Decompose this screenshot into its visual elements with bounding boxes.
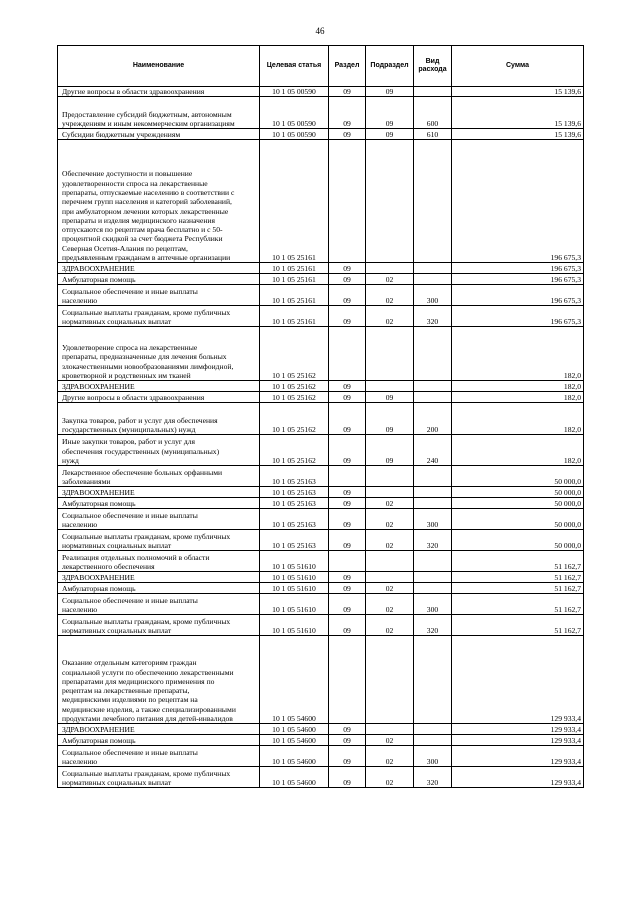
row-subsection: 09 <box>366 435 414 466</box>
header-amount: Сумма <box>452 46 584 87</box>
table-row <box>58 274 584 285</box>
row-expense-type: 300 <box>414 594 452 615</box>
row-section: 09 <box>329 509 366 530</box>
row-expense-type: 240 <box>414 435 452 466</box>
table-row <box>58 435 584 466</box>
row-name: Закупка товаров, работ и услуг для обеспечения государственных (муниципальных) нужд <box>58 403 260 435</box>
row-expense-type: 200 <box>414 403 452 435</box>
row-target-article: 10 1 05 25163 <box>260 487 329 498</box>
row-amount: 50 000,0 <box>452 530 584 551</box>
row-name: Удовлетворение спроса на лекарственные препараты, предназначенные для лечения больных злокачественными новообразованиями лимфоидной, кроветворной и родственных им тканей <box>58 327 260 381</box>
row-section: 09 <box>329 767 366 788</box>
row-target-article: 10 1 05 25162 <box>260 392 329 403</box>
row-section: 09 <box>329 724 366 735</box>
row-target-article: 10 1 05 25163 <box>260 498 329 509</box>
header-name: Наименование <box>58 46 260 87</box>
row-amount: 15 139,6 <box>452 97 584 129</box>
row-subsection: 02 <box>366 583 414 594</box>
row-name: Другие вопросы в области здравоохранения <box>58 392 260 403</box>
row-subsection: 09 <box>366 129 414 140</box>
row-expense-type: 320 <box>414 530 452 551</box>
row-section: 09 <box>329 735 366 746</box>
row-amount: 182,0 <box>452 403 584 435</box>
row-subsection <box>366 327 414 381</box>
row-target-article: 10 1 05 25162 <box>260 435 329 466</box>
row-amount: 129 933,4 <box>452 724 584 735</box>
page-number: 46 <box>315 26 325 36</box>
table-row <box>58 615 584 636</box>
row-target-article: 10 1 05 54600 <box>260 746 329 767</box>
table-row <box>58 583 584 594</box>
row-section: 09 <box>329 530 366 551</box>
row-name: Предоставление субсидий бюджетным, автономным учреждениям и иным некоммерческим организациям <box>58 97 260 129</box>
row-section: 09 <box>329 572 366 583</box>
row-amount: 129 933,4 <box>452 735 584 746</box>
table-row <box>58 636 584 724</box>
table-row <box>58 551 584 572</box>
row-expense-type <box>414 274 452 285</box>
row-subsection <box>366 724 414 735</box>
table-row <box>58 263 584 274</box>
row-amount: 51 162,7 <box>452 572 584 583</box>
row-name: Социальные выплаты гражданам, кроме публичных нормативных социальных выплат <box>58 530 260 551</box>
row-name: Социальное обеспечение и иные выплаты населению <box>58 746 260 767</box>
table-row <box>58 327 584 381</box>
row-section: 09 <box>329 129 366 140</box>
row-section: 09 <box>329 381 366 392</box>
table-body <box>58 87 584 788</box>
row-amount: 129 933,4 <box>452 767 584 788</box>
row-target-article: 10 1 05 51610 <box>260 551 329 572</box>
row-name: Социальное обеспечение и иные выплаты населению <box>58 594 260 615</box>
row-section: 09 <box>329 285 366 306</box>
row-section: 09 <box>329 435 366 466</box>
table-row <box>58 140 584 263</box>
row-expense-type <box>414 583 452 594</box>
row-subsection <box>366 551 414 572</box>
row-amount: 182,0 <box>452 435 584 466</box>
row-name: ЗДРАВООХРАНЕНИЕ <box>58 572 260 583</box>
row-target-article: 10 1 05 25161 <box>260 274 329 285</box>
row-name: Обеспечение доступности и повышение удовлетворенности спроса на лекарственные препараты, отпускаемые населению в соответствии с перечнем групп населения и категорий заболеваний, при амбулаторном лечении которых лекарственные препараты и изделия медицинского назначения отпускаются по рецептам врача бесплатно и с 50- процентной скидкой за счет бюджета Республики Северная Осетия-Алания по рецептам, предъявленным гражданам в аптечные организации <box>58 140 260 263</box>
row-subsection: 09 <box>366 392 414 403</box>
header-target-article: Целевая статья <box>260 46 329 87</box>
header-subsection: Подраздел <box>366 46 414 87</box>
row-target-article: 10 1 05 25163 <box>260 530 329 551</box>
row-name: Другие вопросы в области здравоохранения <box>58 87 260 97</box>
row-amount: 129 933,4 <box>452 746 584 767</box>
row-expense-type <box>414 551 452 572</box>
table-row <box>58 594 584 615</box>
row-section: 09 <box>329 87 366 97</box>
row-expense-type <box>414 381 452 392</box>
row-target-article: 10 1 05 54600 <box>260 636 329 724</box>
row-subsection: 09 <box>366 97 414 129</box>
row-name: Амбулаторная помощь <box>58 735 260 746</box>
row-target-article: 10 1 05 54600 <box>260 724 329 735</box>
table-row <box>58 129 584 140</box>
row-amount: 196 675,3 <box>452 140 584 263</box>
row-expense-type <box>414 735 452 746</box>
row-amount: 51 162,7 <box>452 551 584 572</box>
row-subsection: 02 <box>366 498 414 509</box>
row-target-article: 10 1 05 51610 <box>260 615 329 636</box>
row-amount: 51 162,7 <box>452 615 584 636</box>
row-name: Амбулаторная помощь <box>58 498 260 509</box>
row-section <box>329 327 366 381</box>
row-amount: 15 139,6 <box>452 129 584 140</box>
row-section <box>329 636 366 724</box>
table-row <box>58 285 584 306</box>
row-name: ЗДРАВООХРАНЕНИЕ <box>58 724 260 735</box>
row-subsection: 02 <box>366 509 414 530</box>
header-section: Раздел <box>329 46 366 87</box>
row-section <box>329 140 366 263</box>
row-subsection <box>366 487 414 498</box>
row-expense-type: 610 <box>414 129 452 140</box>
table-row <box>58 530 584 551</box>
row-name: Амбулаторная помощь <box>58 274 260 285</box>
row-expense-type: 300 <box>414 509 452 530</box>
row-subsection: 02 <box>366 306 414 327</box>
row-expense-type <box>414 140 452 263</box>
row-amount: 50 000,0 <box>452 466 584 487</box>
row-section: 09 <box>329 594 366 615</box>
table-row <box>58 487 584 498</box>
table-row <box>58 735 584 746</box>
row-name: Социальные выплаты гражданам, кроме публичных нормативных социальных выплат <box>58 615 260 636</box>
row-expense-type <box>414 466 452 487</box>
row-expense-type <box>414 636 452 724</box>
row-section <box>329 466 366 487</box>
row-expense-type: 320 <box>414 615 452 636</box>
row-target-article: 10 1 05 25161 <box>260 285 329 306</box>
row-amount: 196 675,3 <box>452 274 584 285</box>
row-subsection: 02 <box>366 746 414 767</box>
table-header-row <box>58 46 584 87</box>
row-amount: 182,0 <box>452 327 584 381</box>
row-section: 09 <box>329 97 366 129</box>
row-amount: 50 000,0 <box>452 487 584 498</box>
row-name: ЗДРАВООХРАНЕНИЕ <box>58 381 260 392</box>
row-target-article: 10 1 05 25161 <box>260 306 329 327</box>
row-name: Социальные выплаты гражданам, кроме публичных нормативных социальных выплат <box>58 306 260 327</box>
table-row <box>58 724 584 735</box>
row-expense-type <box>414 724 452 735</box>
row-target-article: 10 1 05 51610 <box>260 583 329 594</box>
row-expense-type <box>414 263 452 274</box>
row-subsection: 02 <box>366 285 414 306</box>
row-expense-type <box>414 327 452 381</box>
table-row <box>58 767 584 788</box>
table-row <box>58 97 584 129</box>
row-expense-type: 600 <box>414 97 452 129</box>
row-subsection <box>366 466 414 487</box>
row-target-article: 10 1 05 00590 <box>260 87 329 97</box>
row-expense-type <box>414 392 452 403</box>
row-name: Иные закупки товаров, работ и услуг для обеспечения государственных (муниципальных) нужд <box>58 435 260 466</box>
row-subsection <box>366 572 414 583</box>
row-amount: 51 162,7 <box>452 594 584 615</box>
row-target-article: 10 1 05 25161 <box>260 263 329 274</box>
row-name: ЗДРАВООХРАНЕНИЕ <box>58 263 260 274</box>
header-expense-type: Вид расхода <box>414 46 452 87</box>
row-subsection <box>366 381 414 392</box>
row-target-article: 10 1 05 25163 <box>260 509 329 530</box>
row-target-article: 10 1 05 54600 <box>260 767 329 788</box>
row-target-article: 10 1 05 51610 <box>260 594 329 615</box>
row-subsection: 02 <box>366 735 414 746</box>
budget-table <box>57 45 584 788</box>
row-target-article: 10 1 05 25162 <box>260 403 329 435</box>
row-amount: 196 675,3 <box>452 306 584 327</box>
row-expense-type <box>414 572 452 583</box>
row-expense-type: 300 <box>414 746 452 767</box>
row-section: 09 <box>329 392 366 403</box>
row-target-article: 10 1 05 25161 <box>260 140 329 263</box>
row-target-article: 10 1 05 51610 <box>260 572 329 583</box>
row-subsection <box>366 140 414 263</box>
row-name: Социальное обеспечение и иные выплаты населению <box>58 285 260 306</box>
row-amount: 196 675,3 <box>452 263 584 274</box>
row-section: 09 <box>329 403 366 435</box>
row-expense-type: 320 <box>414 306 452 327</box>
row-amount: 15 139,6 <box>452 87 584 97</box>
row-target-article: 10 1 05 25163 <box>260 466 329 487</box>
row-expense-type <box>414 498 452 509</box>
row-subsection: 02 <box>366 274 414 285</box>
row-target-article: 10 1 05 25162 <box>260 327 329 381</box>
row-section <box>329 551 366 572</box>
table-row <box>58 381 584 392</box>
row-amount: 196 675,3 <box>452 285 584 306</box>
table-row <box>58 403 584 435</box>
table-row <box>58 746 584 767</box>
row-section: 09 <box>329 615 366 636</box>
row-subsection: 09 <box>366 403 414 435</box>
table-row <box>58 509 584 530</box>
row-subsection: 02 <box>366 615 414 636</box>
table-row <box>58 498 584 509</box>
row-subsection <box>366 636 414 724</box>
row-name: Социальные выплаты гражданам, кроме публичных нормативных социальных выплат <box>58 767 260 788</box>
row-section: 09 <box>329 263 366 274</box>
table-row <box>58 392 584 403</box>
row-name: Субсидии бюджетным учреждениям <box>58 129 260 140</box>
table-row <box>58 466 584 487</box>
table-row <box>58 306 584 327</box>
row-section: 09 <box>329 583 366 594</box>
row-expense-type <box>414 87 452 97</box>
table-row <box>58 87 584 97</box>
row-name: Амбулаторная помощь <box>58 583 260 594</box>
row-section: 09 <box>329 498 366 509</box>
row-target-article: 10 1 05 54600 <box>260 735 329 746</box>
row-target-article: 10 1 05 00590 <box>260 97 329 129</box>
row-section: 09 <box>329 487 366 498</box>
row-target-article: 10 1 05 25162 <box>260 381 329 392</box>
row-expense-type: 300 <box>414 285 452 306</box>
row-subsection: 02 <box>366 594 414 615</box>
row-name: Оказание отдельным категориям граждан социальной услуги по обеспечению лекарственными препаратами для медицинского применения по рецептам на лекарственные препараты, медицинскими изделиями по рецептам на медицинские изделия, а также специализированными продуктами лечебного питания для детей-инвалидов <box>58 636 260 724</box>
row-amount: 50 000,0 <box>452 509 584 530</box>
row-section: 09 <box>329 746 366 767</box>
row-name: Реализация отдельных полномочий в области лекарственного обеспечения <box>58 551 260 572</box>
row-amount: 182,0 <box>452 381 584 392</box>
row-amount: 129 933,4 <box>452 636 584 724</box>
row-name: Социальное обеспечение и иные выплаты населению <box>58 509 260 530</box>
row-subsection: 02 <box>366 767 414 788</box>
row-name: Лекарственное обеспечение больных орфанными заболеваниями <box>58 466 260 487</box>
row-amount: 51 162,7 <box>452 583 584 594</box>
row-subsection: 02 <box>366 530 414 551</box>
row-target-article: 10 1 05 00590 <box>260 129 329 140</box>
row-expense-type <box>414 487 452 498</box>
row-amount: 182,0 <box>452 392 584 403</box>
row-subsection <box>366 263 414 274</box>
row-expense-type: 320 <box>414 767 452 788</box>
table-row <box>58 572 584 583</box>
row-section: 09 <box>329 274 366 285</box>
row-amount: 50 000,0 <box>452 498 584 509</box>
row-name: ЗДРАВООХРАНЕНИЕ <box>58 487 260 498</box>
row-subsection: 09 <box>366 87 414 97</box>
row-section: 09 <box>329 306 366 327</box>
